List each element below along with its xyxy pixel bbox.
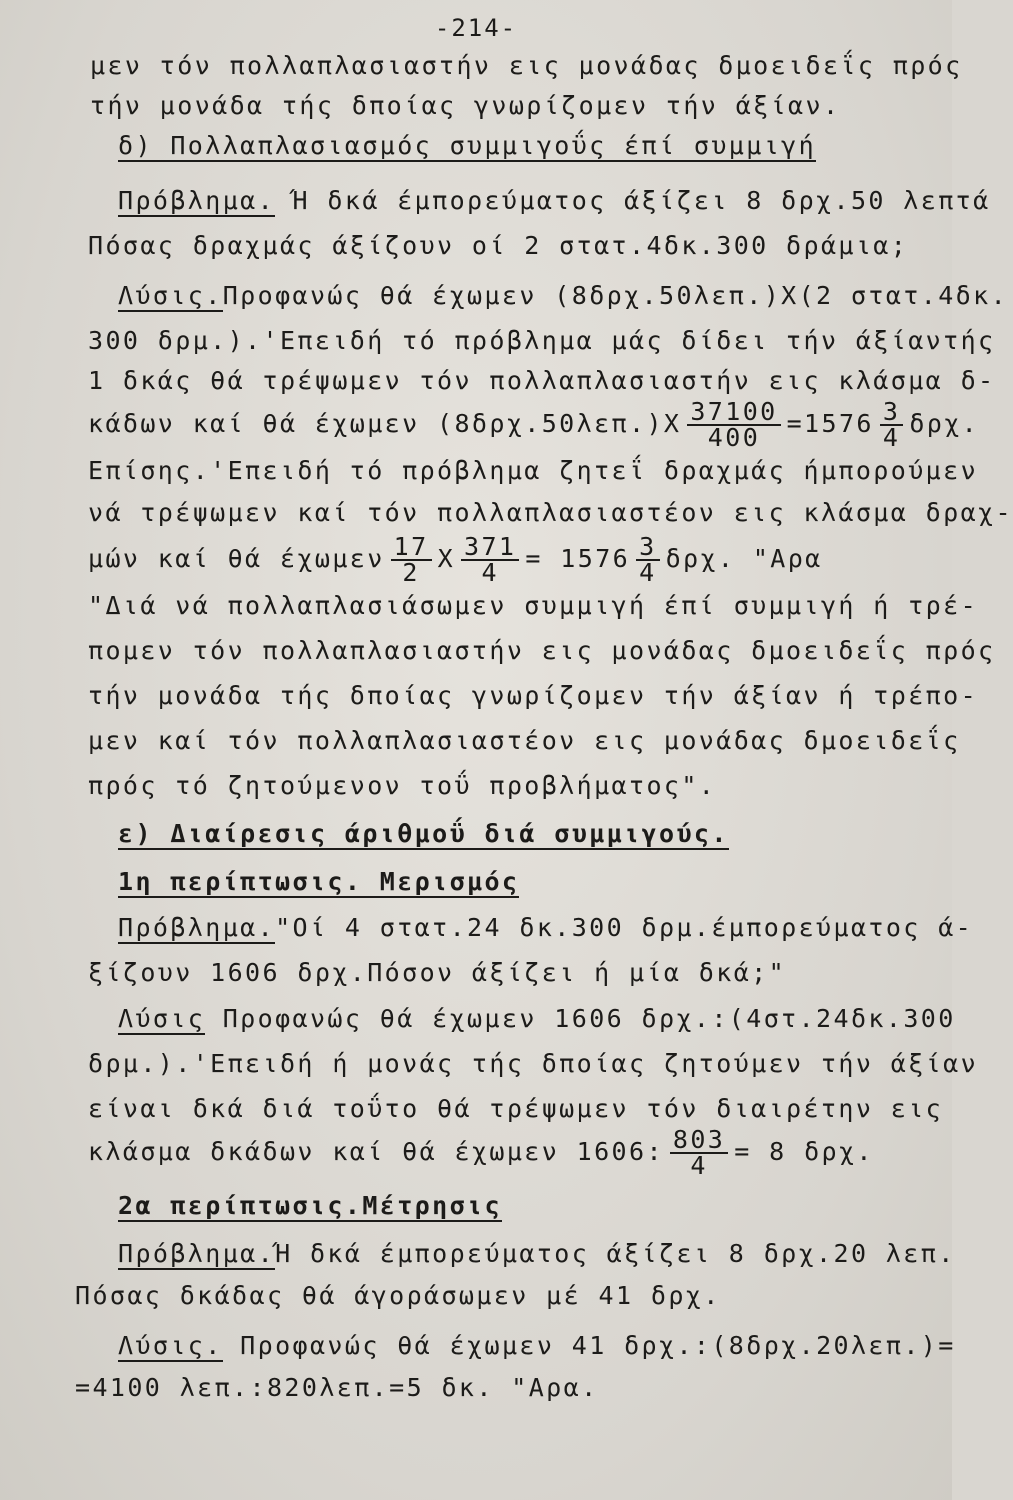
- text-line: νά τρέψωμεν καί τόν πολλαπλασιαστέον εις κλάσμα δραχ-: [88, 498, 1013, 527]
- fraction-denominator: 4: [882, 423, 901, 452]
- text-line: μεν τόν πολλαπλασιαστήν εις μονάδας δμοειδεΐς πρός: [90, 51, 963, 80]
- text-line: μεν καί τόν πολλαπλασιαστέον εις μονάδας δμοειδεΐς: [88, 726, 961, 755]
- equation-prefix: κλάσμα δκάδων καί θά έχωμεν 1606:: [88, 1137, 664, 1166]
- text-line: τήν μονάδα τής δποίας γνωρίζομεν τήν άξίαν ή τρέπο-: [88, 681, 979, 710]
- solution-label: Λύσις: [118, 1004, 206, 1033]
- text-line: πομεν τόν πολλαπλασιαστήν εις μονάδας δμοειδεΐς πρός: [88, 636, 996, 665]
- text-line: τήν μονάδα τής δποίας γνωρίζομεν τήν άξίαν.: [90, 91, 841, 120]
- text-line: Πόσας δκάδας θά άγοράσωμεν μέ 41 δρχ.: [75, 1281, 721, 1310]
- page-number: -214-: [434, 14, 518, 42]
- solution-label: Λύσις.: [118, 1331, 223, 1360]
- solution-text: Προφανώς θά έχωμεν 1606 δρχ.:(4στ.24δκ.300: [222, 1004, 956, 1033]
- times-sign: Χ: [437, 544, 456, 573]
- text-line: "Διά νά πολλαπλασιάσωμεν συμμιγή έπί συμμιγή ή τρέ-: [88, 591, 979, 620]
- text-line: δρμ.).'Επειδή ή μονάς τής δποίας ζητούμεν τήν άξίαν: [88, 1049, 979, 1078]
- subsection-heading: [118, 1190, 502, 1222]
- text-line: Πόσας δραχμάς άξίζουν οί 2 στατ.4δκ.300 δράμια;: [88, 231, 909, 260]
- subsection-heading-text: 1η περίπτωσις. Μερισμός: [118, 867, 520, 896]
- equation-prefix: μών καί θά έχωμεν: [88, 544, 385, 573]
- solution-line: [118, 280, 1008, 312]
- text-line: Επίσης.'Επειδή τό πρόβλημα ζητεΐ δραχμάς ήμπορούμεν: [88, 456, 979, 485]
- fraction: [461, 532, 519, 587]
- fraction-denominator: 2: [402, 558, 420, 587]
- solution-text: Προφανώς θά έχωμεν 41 δρχ.:(8δρχ.20λεπ.)=: [240, 1331, 956, 1360]
- equation-line: [88, 397, 980, 452]
- solution-text: Προφανώς θά έχωμεν (8δρχ.50λεπ.)Χ(2 στατ.4δκ.: [222, 281, 1009, 310]
- text-line: ξίζουν 1606 δρχ.Πόσον άξίζει ή μία δκά;": [88, 958, 787, 987]
- equation-mid: = 1576: [525, 544, 631, 573]
- section-heading: [118, 818, 729, 850]
- subsection-heading-text: 2α περίπτωσις.Μέτρησις: [118, 1191, 502, 1220]
- fraction-numerator: 371: [461, 535, 519, 561]
- equation-line: [88, 532, 823, 587]
- problem-label: Πρόβλημα.: [118, 186, 276, 215]
- section-heading-text: δ) Πολλαπλασιασμός συμμιγοΰς έπί συμμιγή: [118, 131, 817, 160]
- problem-text: Ή δκά έμπορεύματος άξίζει 8 δρχ.20 λεπ.: [275, 1239, 956, 1268]
- problem-line: [118, 185, 991, 217]
- subsection-heading: [118, 866, 519, 898]
- text-line: είναι δκά διά τοΰτο θά τρέψωμεν τόν διαιρέτην εις: [88, 1094, 944, 1123]
- text-line: 1 δκάς θά τρέψωμεν τόν πολλαπλασιαστήν εις κλάσμα δ-: [88, 366, 996, 395]
- problem-text: Ή δκά έμπορεύματος άξίζει 8 δρχ.50 λεπτά: [292, 186, 991, 215]
- fraction: [391, 532, 432, 587]
- fraction-numerator: 17: [391, 535, 432, 561]
- fraction: [687, 397, 780, 452]
- fraction: [670, 1125, 728, 1180]
- problem-label: Πρόβλημα.: [118, 913, 276, 942]
- fraction-denominator: 4: [481, 558, 499, 587]
- fraction-numerator: 3: [636, 535, 659, 561]
- fraction-numerator: 3: [880, 400, 903, 426]
- solution-line: [118, 1003, 956, 1035]
- text-line: 300 δρμ.).'Επειδή τό πρόβλημα μάς δίδει τήν άξίαντής: [88, 326, 996, 355]
- fraction-denominator: 4: [690, 1151, 708, 1180]
- equation-mid: =1576: [786, 409, 874, 438]
- problem-line: [118, 912, 973, 944]
- problem-line: [118, 1238, 956, 1270]
- equation-prefix: κάδων καί θά έχωμεν (8δρχ.50λεπ.)Χ: [88, 409, 682, 438]
- problem-label: Πρόβλημα.: [118, 1239, 276, 1268]
- fraction-denominator: 400: [707, 423, 761, 452]
- equation-line: [88, 1125, 874, 1180]
- solution-line: [118, 1330, 956, 1362]
- solution-label: Λύσις.: [118, 281, 223, 310]
- equation-suffix: δρχ.: [909, 409, 980, 438]
- section-heading: [118, 130, 816, 162]
- fraction: [636, 532, 659, 587]
- fraction: [880, 397, 903, 452]
- fraction-numerator: 37100: [687, 400, 780, 426]
- equation-suffix: δρχ. "Αρα: [665, 544, 823, 573]
- section-heading-text: ε) Διαίρεσις άριθμοΰ διά συμμιγούς.: [118, 819, 729, 848]
- equation-suffix: = 8 δρχ.: [734, 1137, 874, 1166]
- fraction-denominator: 4: [639, 558, 657, 587]
- text-line: =4100 λεπ.:820λεπ.=5 δκ. "Αρα.: [75, 1373, 599, 1402]
- problem-text: "Οί 4 στατ.24 δκ.300 δρμ.έμπορεύματος ά-: [275, 913, 974, 942]
- text-line: πρός τό ζητούμενον τοΰ προβλήματος".: [88, 771, 717, 800]
- fraction-numerator: 803: [670, 1128, 728, 1154]
